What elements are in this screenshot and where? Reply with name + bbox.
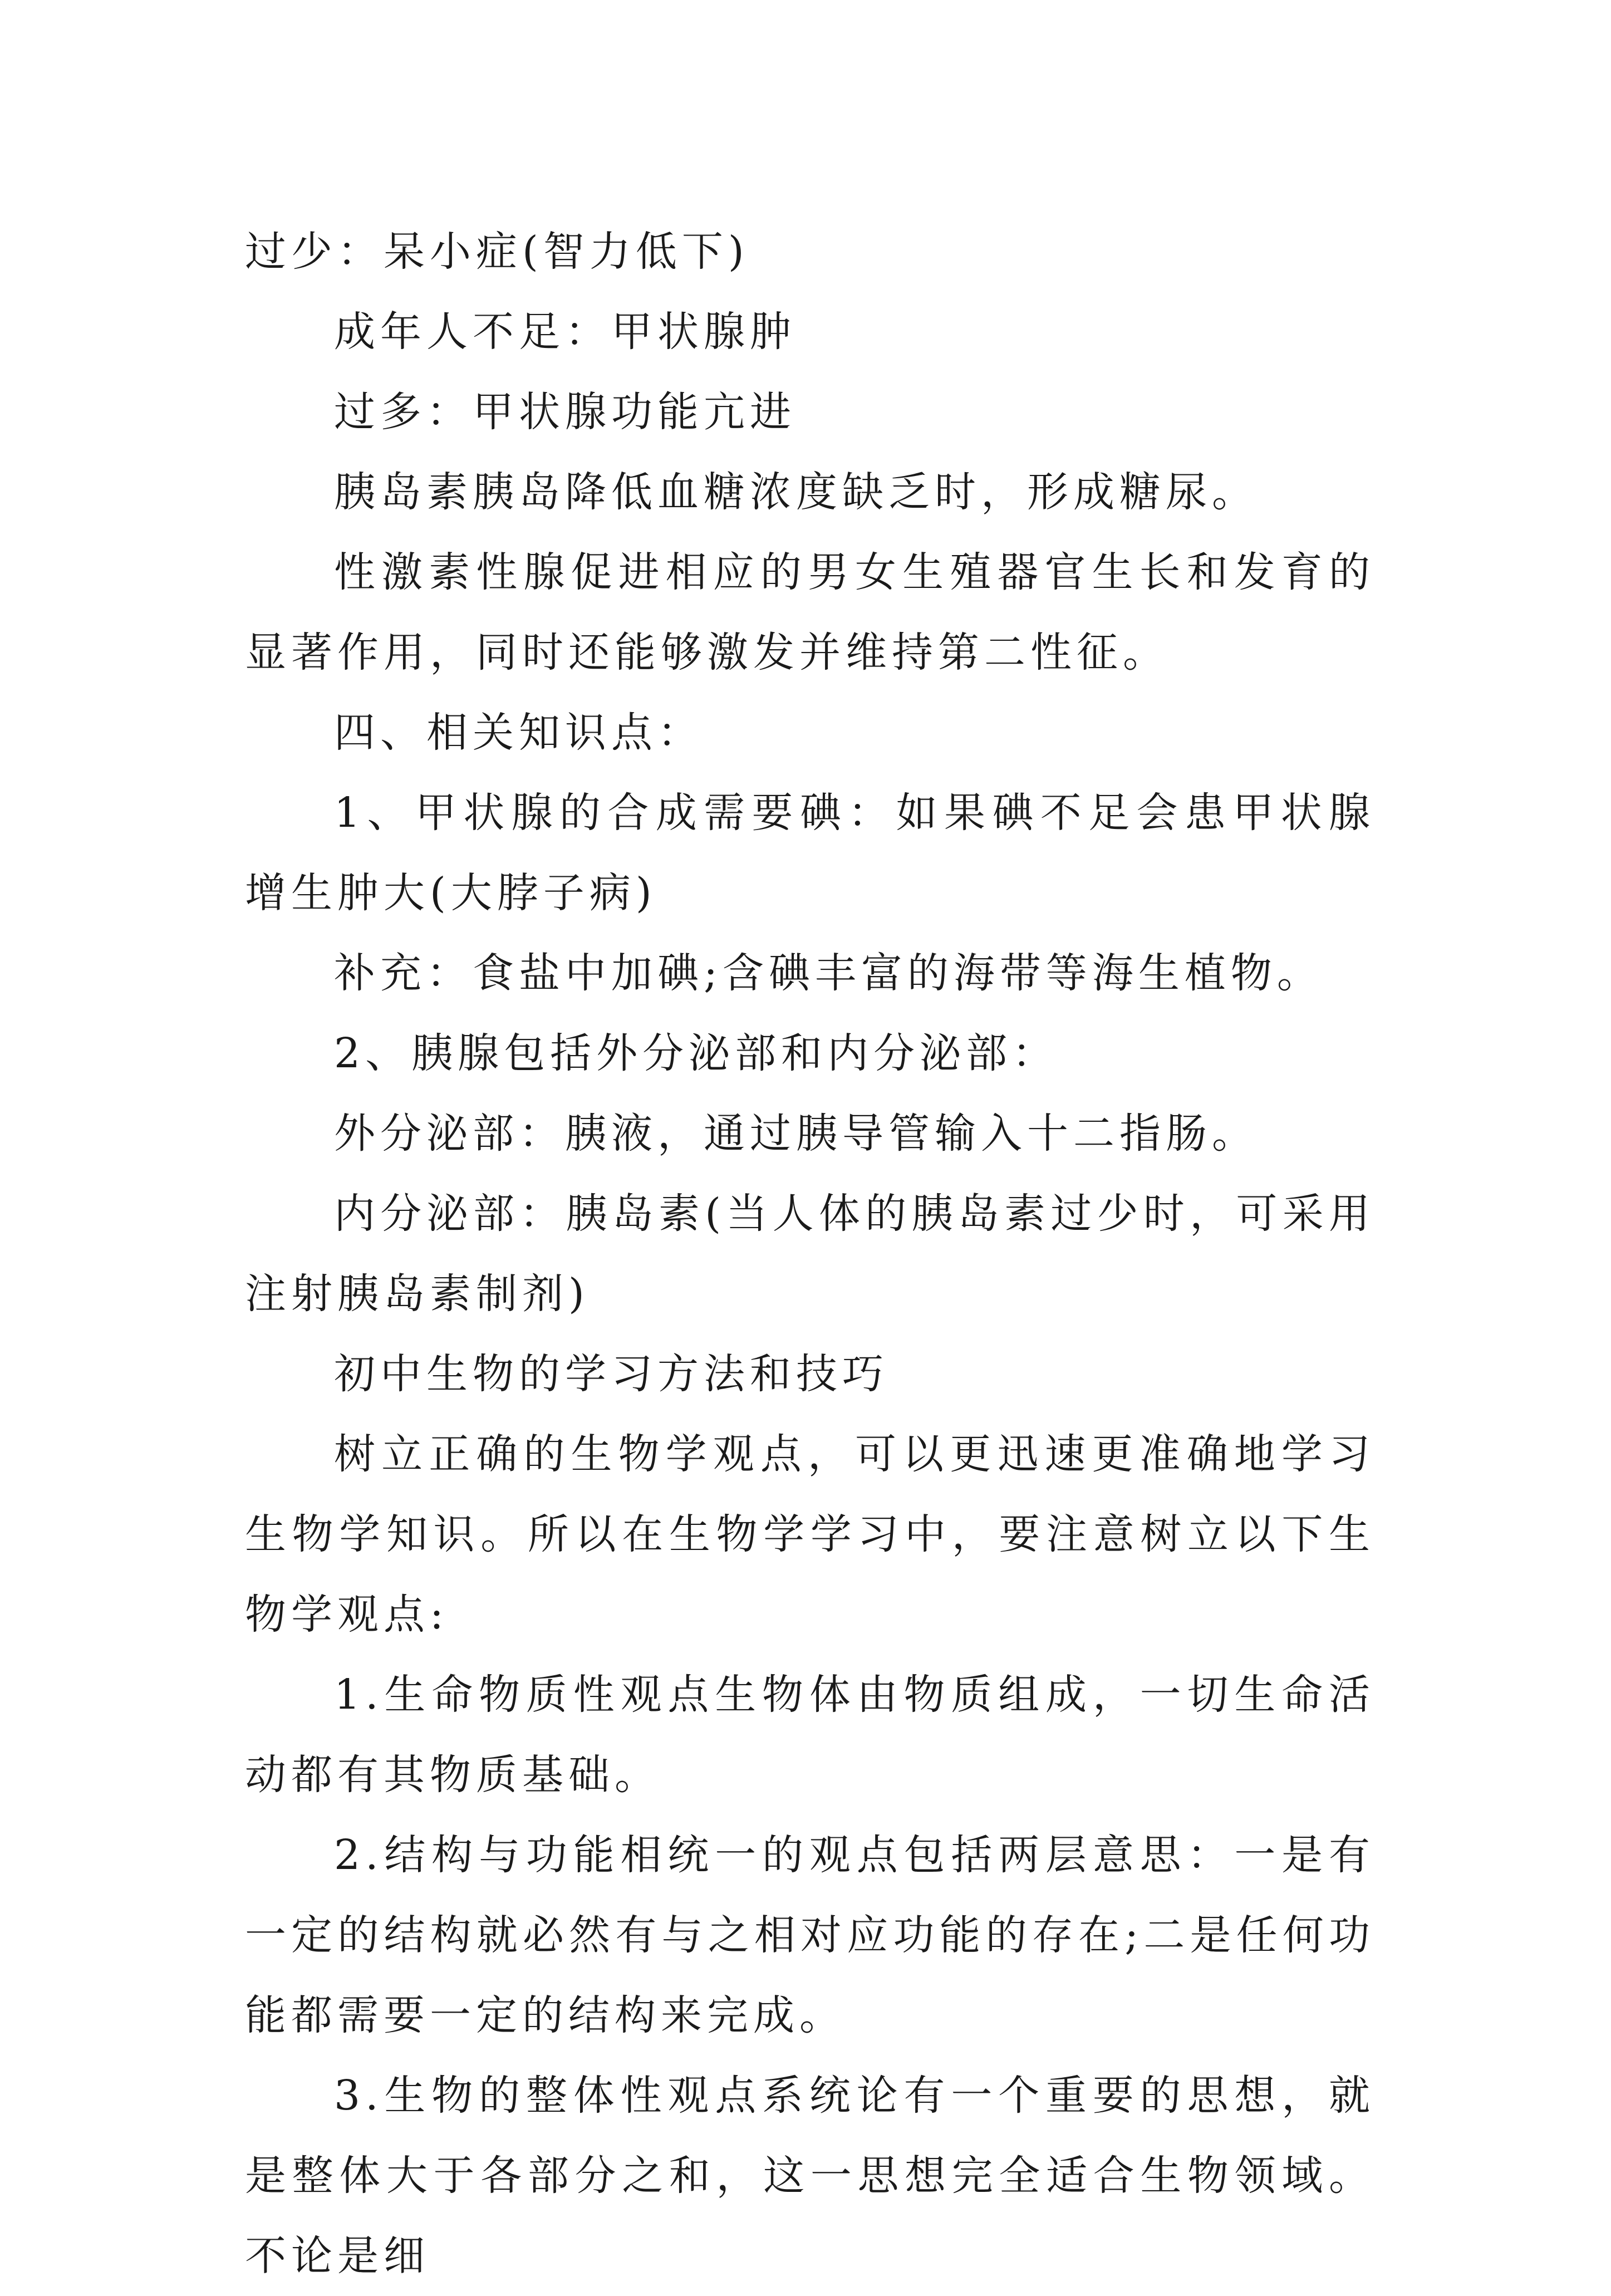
paragraph: 1、甲状腺的合成需要碘：如果碘不足会患甲状腺增生肿大(大脖子病) bbox=[245, 789, 1375, 917]
paragraph: 树立正确的生物学观点，可以更迅速更准确地学习生物学知识。所以在生物学学习中，要注意树立以下生物学观点: bbox=[245, 1430, 1375, 1638]
paragraph: 2、胰腺包括外分泌部和内分泌部： bbox=[334, 1029, 1059, 1077]
section-heading: 初中生物的学习方法和技巧 bbox=[334, 1350, 888, 1398]
paragraph: 内分泌部：胰岛素(当人体的胰岛素过少时，可采用注射胰岛素制剂) bbox=[245, 1190, 1375, 1318]
document-body bbox=[245, 212, 1375, 2296]
paragraph: 过多：甲状腺功能亢进 bbox=[334, 388, 796, 436]
paragraph: 胰岛素胰岛降低血糖浓度缺乏时，形成糖尿。 bbox=[334, 468, 1258, 516]
paragraph: 2.结构与功能相统一的观点包括两层意思：一是有一定的结构就必然有与之相对应功能的存在;二是任何功能都需要一定的结构来完成。 bbox=[245, 1831, 1375, 2039]
paragraph: 成年人不足：甲状腺肿 bbox=[334, 308, 796, 356]
paragraph: 3.生物的整体性观点系统论有一个重要的思想，就是整体大于各部分之和，这一思想完全适合生物领域。不论是细 bbox=[245, 2072, 1375, 2280]
paragraph: 1.生命物质性观点生物体由物质组成，一切生命活动都有其物质基础。 bbox=[245, 1671, 1375, 1799]
paragraph: 过少：呆小症(智力低下) bbox=[245, 228, 749, 276]
paragraph: 外分泌部：胰液，通过胰导管输入十二指肠。 bbox=[334, 1110, 1258, 1157]
paragraph: 性激素性腺促进相应的男女生殖器官生长和发育的显著作用，同时还能够激发并维持第二性征。 bbox=[245, 548, 1375, 676]
paragraph: 补充：食盐中加碘;含碘丰富的海带等海生植物。 bbox=[334, 949, 1323, 997]
section-heading: 四、相关知识点： bbox=[334, 709, 704, 757]
